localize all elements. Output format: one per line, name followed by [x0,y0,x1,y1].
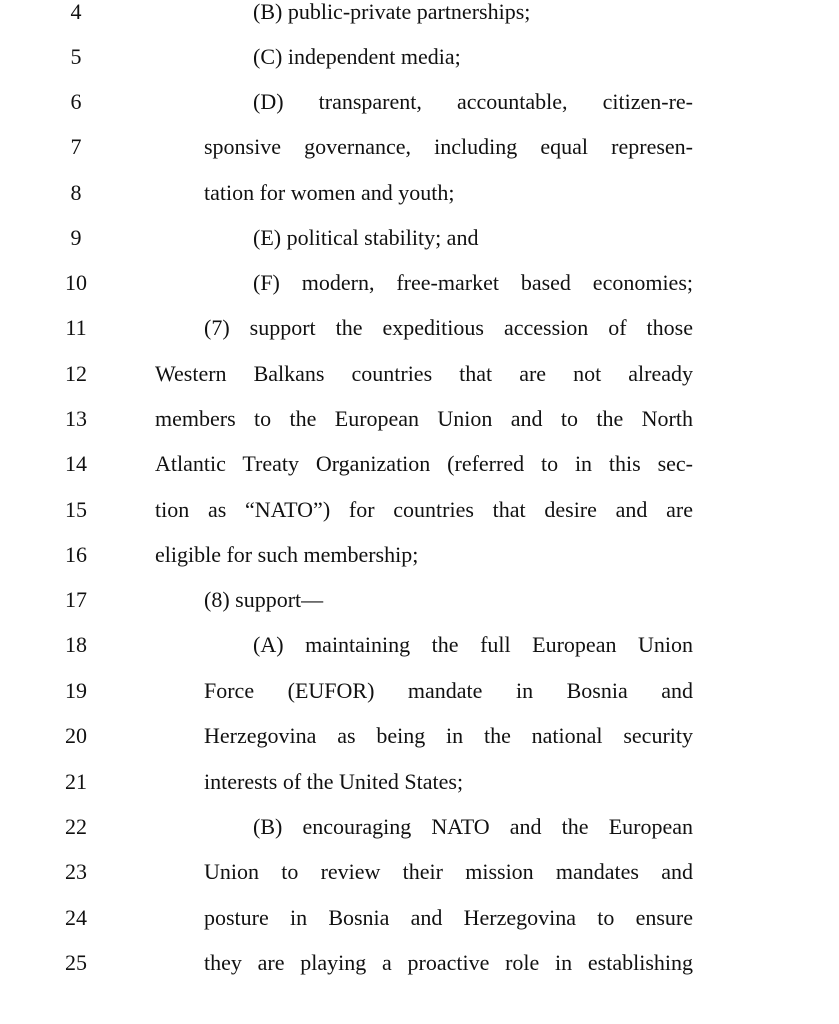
line-text: Union to review their mission mandates and [204,859,693,884]
document-line [0,399,839,439]
document-line [0,580,839,620]
document-line [0,716,839,756]
line-number: 15 [65,497,87,522]
line-text: (C) independent media; [253,44,461,69]
line-text: Herzegovina as being in the national security [204,723,693,748]
line-number: 7 [70,134,82,159]
line-text: eligible for such membership; [155,542,419,567]
line-text: Western Balkans countries that are not already [155,361,693,386]
line-number: 22 [65,814,87,839]
line-text: (F) modern, free-market based economies; [253,270,693,295]
line-number: 6 [70,89,82,114]
line-text: (D) transparent, accountable, citizen-re- [253,89,693,114]
line-number: 12 [65,361,87,386]
document-line [0,218,839,258]
line-text: (A) maintaining the full European Union [253,632,693,657]
document-line [0,308,839,348]
line-number: 16 [65,542,87,567]
line-number: 18 [65,632,87,657]
document-line [0,762,839,802]
line-number: 8 [70,180,82,205]
line-text: Force (EUFOR) mandate in Bosnia and [204,678,693,703]
document-line [0,127,839,167]
line-number: 13 [65,406,87,431]
document-line [0,807,839,847]
document-line [0,37,839,77]
document-line [0,898,839,938]
document-line [0,852,839,892]
document-line [0,444,839,484]
line-number: 20 [65,723,87,748]
document-line [0,354,839,394]
document-line [0,671,839,711]
line-text: tation for women and youth; [204,180,455,205]
document-line [0,535,839,575]
line-number: 19 [65,678,87,703]
line-text: (E) political stability; and [253,225,479,250]
line-text: tion as “NATO”) for countries that desire and are [155,497,693,522]
line-text: members to the European Union and to the North [155,406,693,431]
line-number: 23 [65,859,87,884]
line-text: posture in Bosnia and Herzegovina to ensure [204,905,693,930]
line-text: (7) support the expeditious accession of those [204,315,693,340]
line-text: they are playing a proactive role in establishing [204,950,693,975]
line-number: 17 [65,587,87,612]
line-number: 4 [70,0,82,24]
line-number: 14 [65,451,87,476]
line-text: sponsive governance, including equal represen- [204,134,693,159]
line-number: 25 [65,950,87,975]
line-number: 11 [65,315,87,340]
line-number: 24 [65,905,87,930]
line-number: 9 [70,225,82,250]
document-line [0,490,839,530]
document-line [0,173,839,213]
line-text: interests of the United States; [204,769,464,794]
line-text: Atlantic Treaty Organization (referred to in this sec- [155,451,693,476]
line-number: 10 [65,270,87,295]
document-line [0,263,839,303]
line-text: (8) support— [204,587,324,612]
line-number: 5 [70,44,82,69]
document-line [0,82,839,122]
document-line [0,943,839,983]
line-number: 21 [65,769,87,794]
line-text: (B) public-private partnerships; [253,0,531,24]
line-text: (B) encouraging NATO and the European [253,814,693,839]
document-line [0,0,839,32]
document-line [0,625,839,665]
